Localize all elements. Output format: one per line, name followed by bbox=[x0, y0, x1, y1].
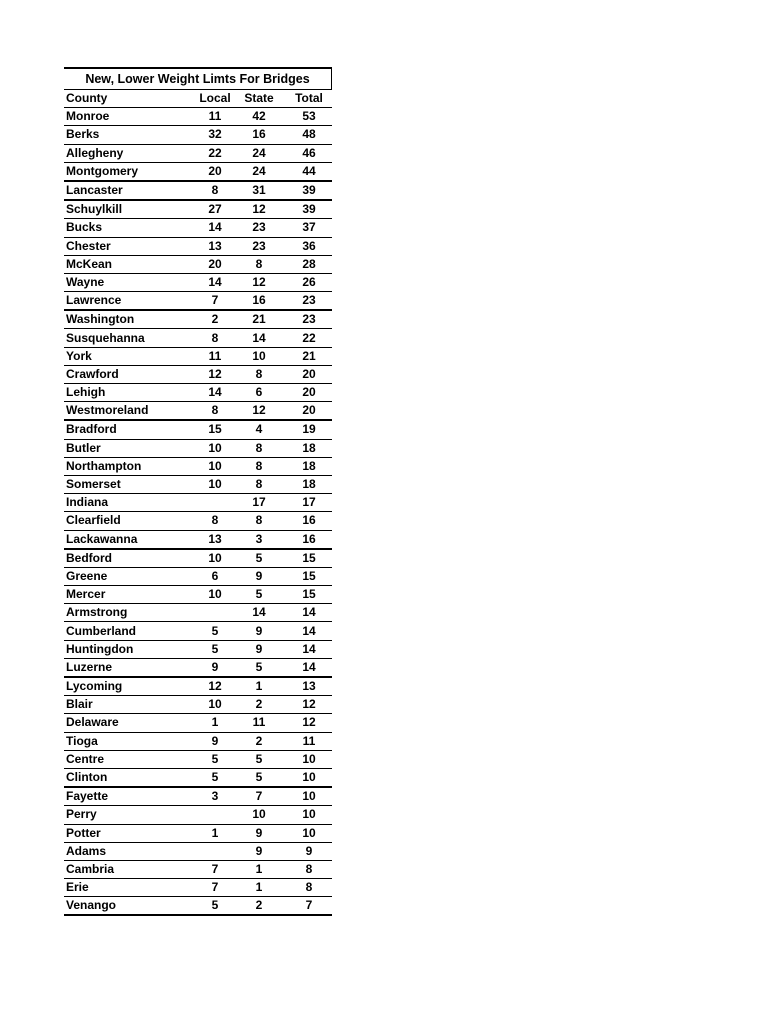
table-row bbox=[64, 640, 332, 658]
table-row bbox=[64, 897, 332, 916]
total-cell: 46 bbox=[280, 144, 332, 162]
local-cell: 32 bbox=[192, 126, 238, 144]
state-cell: 5 bbox=[238, 586, 280, 604]
local-cell: 10 bbox=[192, 586, 238, 604]
state-cell: 31 bbox=[238, 181, 280, 200]
state-cell: 9 bbox=[238, 824, 280, 842]
county-cell: Crawford bbox=[64, 365, 192, 383]
county-cell: Greene bbox=[64, 567, 192, 585]
total-cell: 10 bbox=[280, 824, 332, 842]
local-cell bbox=[192, 494, 238, 512]
table-row bbox=[64, 329, 332, 347]
total-cell: 14 bbox=[280, 658, 332, 677]
total-cell: 18 bbox=[280, 439, 332, 457]
county-cell: Allegheny bbox=[64, 144, 192, 162]
total-cell: 8 bbox=[280, 860, 332, 878]
county-cell: Montgomery bbox=[64, 162, 192, 181]
table-row bbox=[64, 292, 332, 311]
state-cell: 23 bbox=[238, 237, 280, 255]
state-cell: 7 bbox=[238, 787, 280, 806]
county-cell: McKean bbox=[64, 255, 192, 273]
local-cell: 12 bbox=[192, 677, 238, 696]
county-cell: Bradford bbox=[64, 420, 192, 439]
table-row bbox=[64, 475, 332, 493]
state-cell: 1 bbox=[238, 879, 280, 897]
local-cell: 12 bbox=[192, 365, 238, 383]
state-cell: 12 bbox=[238, 200, 280, 219]
total-cell: 8 bbox=[280, 879, 332, 897]
local-cell: 10 bbox=[192, 439, 238, 457]
county-cell: Lawrence bbox=[64, 292, 192, 311]
county-cell: Venango bbox=[64, 897, 192, 916]
local-cell: 13 bbox=[192, 237, 238, 255]
county-cell: Clearfield bbox=[64, 512, 192, 530]
state-cell: 2 bbox=[238, 732, 280, 750]
county-cell: Monroe bbox=[64, 108, 192, 126]
state-cell: 16 bbox=[238, 126, 280, 144]
total-cell: 20 bbox=[280, 365, 332, 383]
table-row bbox=[64, 255, 332, 273]
table-row bbox=[64, 549, 332, 568]
table-row bbox=[64, 162, 332, 181]
bridge-weight-limits-table bbox=[64, 67, 332, 916]
state-cell: 17 bbox=[238, 494, 280, 512]
county-cell: Chester bbox=[64, 237, 192, 255]
local-cell: 10 bbox=[192, 549, 238, 568]
local-cell: 9 bbox=[192, 658, 238, 677]
county-cell: Wayne bbox=[64, 273, 192, 291]
table-row bbox=[64, 420, 332, 439]
total-cell: 22 bbox=[280, 329, 332, 347]
local-cell: 8 bbox=[192, 181, 238, 200]
state-cell: 5 bbox=[238, 549, 280, 568]
state-cell: 21 bbox=[238, 310, 280, 329]
table-row bbox=[64, 402, 332, 421]
table-row bbox=[64, 181, 332, 200]
county-cell: Fayette bbox=[64, 787, 192, 806]
total-cell: 18 bbox=[280, 475, 332, 493]
table-row bbox=[64, 108, 332, 126]
local-cell: 5 bbox=[192, 897, 238, 916]
header-row bbox=[64, 90, 332, 108]
total-cell: 53 bbox=[280, 108, 332, 126]
table-row bbox=[64, 677, 332, 696]
county-cell: Luzerne bbox=[64, 658, 192, 677]
state-cell: 14 bbox=[238, 329, 280, 347]
state-cell: 1 bbox=[238, 860, 280, 878]
local-cell: 8 bbox=[192, 512, 238, 530]
total-cell: 48 bbox=[280, 126, 332, 144]
county-cell: Adams bbox=[64, 842, 192, 860]
total-cell: 44 bbox=[280, 162, 332, 181]
table-title: New, Lower Weight Limts For Bridges bbox=[64, 69, 332, 89]
table-row bbox=[64, 347, 332, 365]
total-cell: 21 bbox=[280, 347, 332, 365]
total-cell: 14 bbox=[280, 604, 332, 622]
local-cell: 1 bbox=[192, 714, 238, 732]
state-cell: 8 bbox=[238, 512, 280, 530]
total-cell: 23 bbox=[280, 310, 332, 329]
county-cell: Potter bbox=[64, 824, 192, 842]
local-cell bbox=[192, 806, 238, 824]
total-cell: 14 bbox=[280, 640, 332, 658]
local-cell: 20 bbox=[192, 255, 238, 273]
state-cell: 2 bbox=[238, 696, 280, 714]
local-cell: 3 bbox=[192, 787, 238, 806]
table-row bbox=[64, 494, 332, 512]
table-row bbox=[64, 787, 332, 806]
total-cell: 39 bbox=[280, 181, 332, 200]
state-cell: 9 bbox=[238, 622, 280, 640]
table-row bbox=[64, 384, 332, 402]
total-cell: 39 bbox=[280, 200, 332, 219]
total-cell: 10 bbox=[280, 768, 332, 787]
table-row bbox=[64, 879, 332, 897]
local-cell: 2 bbox=[192, 310, 238, 329]
table-row bbox=[64, 824, 332, 842]
table-row bbox=[64, 658, 332, 677]
county-cell: Cambria bbox=[64, 860, 192, 878]
table-row bbox=[64, 806, 332, 824]
total-cell: 9 bbox=[280, 842, 332, 860]
county-cell: Westmoreland bbox=[64, 402, 192, 421]
state-cell: 8 bbox=[238, 475, 280, 493]
state-cell: 8 bbox=[238, 457, 280, 475]
county-cell: Lycoming bbox=[64, 677, 192, 696]
state-cell: 4 bbox=[238, 420, 280, 439]
table-row bbox=[64, 696, 332, 714]
total-cell: 12 bbox=[280, 696, 332, 714]
state-cell: 10 bbox=[238, 806, 280, 824]
table-row bbox=[64, 273, 332, 291]
state-cell: 14 bbox=[238, 604, 280, 622]
table-row bbox=[64, 144, 332, 162]
county-cell: Washington bbox=[64, 310, 192, 329]
column-header-local: Local bbox=[192, 90, 238, 108]
county-cell: Somerset bbox=[64, 475, 192, 493]
county-cell: Centre bbox=[64, 750, 192, 768]
total-cell: 15 bbox=[280, 567, 332, 585]
local-cell: 10 bbox=[192, 696, 238, 714]
table-row bbox=[64, 622, 332, 640]
local-cell: 14 bbox=[192, 384, 238, 402]
county-cell: Blair bbox=[64, 696, 192, 714]
state-cell: 9 bbox=[238, 842, 280, 860]
state-cell: 42 bbox=[238, 108, 280, 126]
local-cell: 1 bbox=[192, 824, 238, 842]
county-cell: Delaware bbox=[64, 714, 192, 732]
state-cell: 6 bbox=[238, 384, 280, 402]
county-cell: Cumberland bbox=[64, 622, 192, 640]
total-cell: 15 bbox=[280, 549, 332, 568]
county-cell: Lehigh bbox=[64, 384, 192, 402]
total-cell: 18 bbox=[280, 457, 332, 475]
table-row bbox=[64, 310, 332, 329]
total-cell: 37 bbox=[280, 219, 332, 237]
total-cell: 7 bbox=[280, 897, 332, 916]
total-cell: 28 bbox=[280, 255, 332, 273]
table-row bbox=[64, 768, 332, 787]
local-cell bbox=[192, 842, 238, 860]
local-cell: 6 bbox=[192, 567, 238, 585]
data-table bbox=[64, 89, 332, 916]
local-cell: 5 bbox=[192, 640, 238, 658]
total-cell: 13 bbox=[280, 677, 332, 696]
total-cell: 11 bbox=[280, 732, 332, 750]
column-header-county: County bbox=[64, 90, 192, 108]
total-cell: 23 bbox=[280, 292, 332, 311]
total-cell: 17 bbox=[280, 494, 332, 512]
local-cell: 5 bbox=[192, 768, 238, 787]
county-cell: Armstrong bbox=[64, 604, 192, 622]
column-header-state: State bbox=[238, 90, 280, 108]
table-row bbox=[64, 457, 332, 475]
county-cell: Lackawanna bbox=[64, 530, 192, 549]
local-cell: 10 bbox=[192, 457, 238, 475]
total-cell: 10 bbox=[280, 750, 332, 768]
table-row bbox=[64, 237, 332, 255]
table-row bbox=[64, 842, 332, 860]
total-cell: 10 bbox=[280, 806, 332, 824]
local-cell: 7 bbox=[192, 860, 238, 878]
table-row bbox=[64, 530, 332, 549]
county-cell: Huntingdon bbox=[64, 640, 192, 658]
local-cell: 7 bbox=[192, 292, 238, 311]
table-row bbox=[64, 750, 332, 768]
county-cell: Berks bbox=[64, 126, 192, 144]
table-row bbox=[64, 567, 332, 585]
table-row bbox=[64, 860, 332, 878]
local-cell: 9 bbox=[192, 732, 238, 750]
local-cell: 8 bbox=[192, 402, 238, 421]
state-cell: 9 bbox=[238, 640, 280, 658]
table-row bbox=[64, 126, 332, 144]
total-cell: 16 bbox=[280, 530, 332, 549]
total-cell: 20 bbox=[280, 402, 332, 421]
county-cell: Northampton bbox=[64, 457, 192, 475]
local-cell: 11 bbox=[192, 108, 238, 126]
state-cell: 24 bbox=[238, 162, 280, 181]
total-cell: 16 bbox=[280, 512, 332, 530]
local-cell: 27 bbox=[192, 200, 238, 219]
total-cell: 36 bbox=[280, 237, 332, 255]
county-cell: Lancaster bbox=[64, 181, 192, 200]
total-cell: 15 bbox=[280, 586, 332, 604]
local-cell: 7 bbox=[192, 879, 238, 897]
state-cell: 5 bbox=[238, 750, 280, 768]
table-row bbox=[64, 714, 332, 732]
state-cell: 23 bbox=[238, 219, 280, 237]
total-cell: 10 bbox=[280, 787, 332, 806]
table-row bbox=[64, 732, 332, 750]
table-row bbox=[64, 219, 332, 237]
total-cell: 20 bbox=[280, 384, 332, 402]
local-cell: 8 bbox=[192, 329, 238, 347]
table-row bbox=[64, 512, 332, 530]
total-cell: 19 bbox=[280, 420, 332, 439]
state-cell: 16 bbox=[238, 292, 280, 311]
state-cell: 9 bbox=[238, 567, 280, 585]
table-row bbox=[64, 604, 332, 622]
state-cell: 12 bbox=[238, 402, 280, 421]
county-cell: Erie bbox=[64, 879, 192, 897]
total-cell: 14 bbox=[280, 622, 332, 640]
state-cell: 2 bbox=[238, 897, 280, 916]
local-cell: 22 bbox=[192, 144, 238, 162]
state-cell: 1 bbox=[238, 677, 280, 696]
table-body bbox=[64, 108, 332, 916]
table-row bbox=[64, 200, 332, 219]
total-cell: 12 bbox=[280, 714, 332, 732]
column-header-total: Total bbox=[280, 90, 332, 108]
local-cell: 5 bbox=[192, 622, 238, 640]
state-cell: 8 bbox=[238, 255, 280, 273]
table-row bbox=[64, 586, 332, 604]
local-cell bbox=[192, 604, 238, 622]
local-cell: 20 bbox=[192, 162, 238, 181]
state-cell: 12 bbox=[238, 273, 280, 291]
county-cell: Susquehanna bbox=[64, 329, 192, 347]
state-cell: 5 bbox=[238, 768, 280, 787]
local-cell: 13 bbox=[192, 530, 238, 549]
local-cell: 11 bbox=[192, 347, 238, 365]
total-cell: 26 bbox=[280, 273, 332, 291]
local-cell: 15 bbox=[192, 420, 238, 439]
county-cell: Butler bbox=[64, 439, 192, 457]
local-cell: 10 bbox=[192, 475, 238, 493]
state-cell: 8 bbox=[238, 439, 280, 457]
county-cell: Perry bbox=[64, 806, 192, 824]
county-cell: Tioga bbox=[64, 732, 192, 750]
table-row bbox=[64, 439, 332, 457]
county-cell: York bbox=[64, 347, 192, 365]
state-cell: 24 bbox=[238, 144, 280, 162]
county-cell: Clinton bbox=[64, 768, 192, 787]
local-cell: 14 bbox=[192, 219, 238, 237]
county-cell: Bucks bbox=[64, 219, 192, 237]
county-cell: Mercer bbox=[64, 586, 192, 604]
state-cell: 8 bbox=[238, 365, 280, 383]
county-cell: Schuylkill bbox=[64, 200, 192, 219]
county-cell: Indiana bbox=[64, 494, 192, 512]
state-cell: 11 bbox=[238, 714, 280, 732]
state-cell: 3 bbox=[238, 530, 280, 549]
state-cell: 10 bbox=[238, 347, 280, 365]
county-cell: Bedford bbox=[64, 549, 192, 568]
state-cell: 5 bbox=[238, 658, 280, 677]
table-row bbox=[64, 365, 332, 383]
local-cell: 14 bbox=[192, 273, 238, 291]
local-cell: 5 bbox=[192, 750, 238, 768]
